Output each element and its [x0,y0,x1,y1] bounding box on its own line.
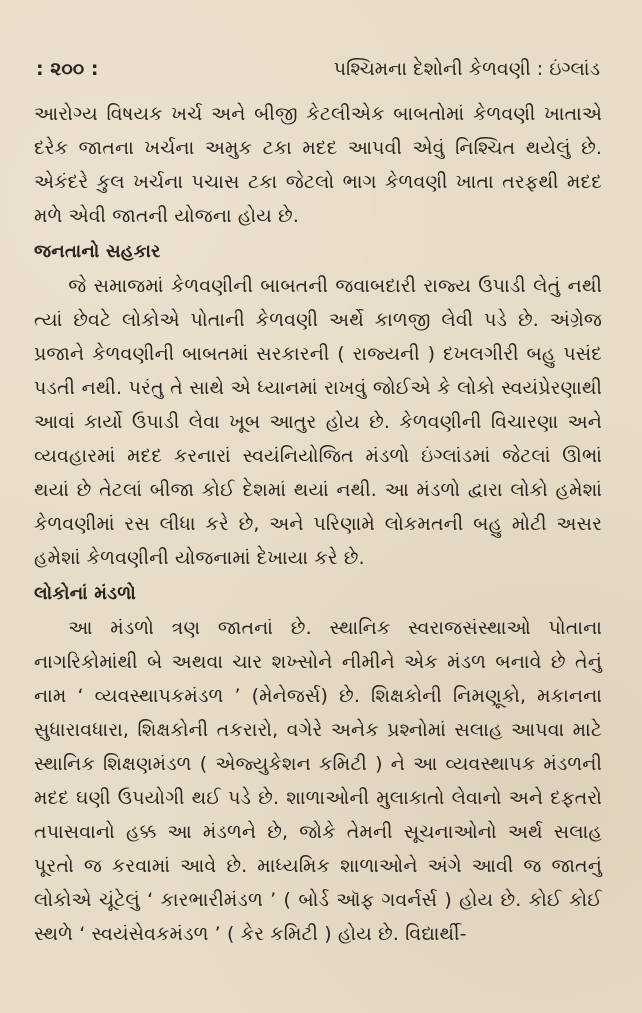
paragraph-peoples-associations: આ મંડળો ત્રણ જાતનાં છે. સ્થાનિક સ્વરાજસંસ્થાઓ પોતાના નાગરિકોમાંથી બે અથવા ચાર શખ્સોને નીમીને એક મંડળ બનાવે છે તેનું નામ ‘ વ્યવસ્થાપકમંડળ ’ (મેનેજર્સ) છે. શિક્ષકોની નિમણૂકો, મકાનના સુધારાવધારા, શિક્ષકોની તકરારો, વગેરે અનેક પ્રશ્નોમાં સલાહ આપવા માટે સ્થાનિક શિક્ષણમંડળ ( એજ્યુકેશન કમિટી ) ને આ વ્યવસ્થાપક મંડળની મદદ ઘણી ઉપયોગી થઈ પડે છે. શાળાઓની મુલાકાતો લેવાનો અને દફતરો તપાસવાનો હક્ક આ મંડળને છે, જોકે તેમની સૂચનાઓનો અર્થ સલાહ પૂરતો જ કરવામાં આવે છે. માધ્યમિક શાળાઓને અંગે આવી જ જાતનું લોકોએ ચૂંટેલું ‘ કારભારીમંડળ ’ ( બોર્ડ ઑફ ગવર્નર્સ ) હોય છે. કોઈ કોઈ સ્થળે ‘ સ્વયંસેવકમંડળ ’ ( કેર કમિટી ) હોય છે. વિદ્યાર્થી- [34,616,602,945]
running-title: પશ્ચિમના દેશોની કેળવણી : ઇંગ્લાંડ [333,58,600,80]
section-heading-peoples-associations: લોકોનાં મંડળો [34,582,136,604]
page-header [34,58,602,81]
page-number: : ૨૦૦ : [36,58,99,80]
paragraph-continuation: આરોગ્ય વિષયક ખર્ચ અને બીજી કેટલીએક બાબતોમાં કેળવણી ખાતાએ દરેક જાતના ખર્ચના અમુક ટકા મદદ આપવી એવું નિશ્ચિત થયેલું છે. એકંદરે કુલ ખર્ચના પચાસ ટકા જેટલો ભાગ કેળવણી ખાતા તરફથી મદદ મળે એવી જાતની યોજના હોય છે. [34,102,602,227]
section-heading-public-cooperation: જનતાનો સહકાર [34,240,161,262]
paragraph-public-cooperation: જે સમાજમાં કેળવણીની બાબતની જવાબદારી રાજ્ય ઉપાડી લેતું નથી ત્યાં છેવટે લોકોએ પોતાની કેળવણી અર્થે કાળજી લેવી પડે છે. અંગ્રેજ પ્રજાને કેળવણીની બાબતમાં સરકારની ( રાજ્યની ) દખલગીરી બહુ પસંદ પડતી નથી. પરંતુ તે સાથે એ ધ્યાનમાં રાખવું જોઈએ કે લોકો સ્વયંપ્રેરણાથી આવાં કાર્યો ઉપાડી લેવા ખૂબ આતુર હોય છે. કેળવણીની વિચારણા અને વ્યવહારમાં મદદ કરનારાં સ્વયંનિયોજિત મંડળો ઇંગ્લાંડમાં જેટલાં ઊભાં થયાં છે તેટલાં બીજા કોઈ દેશમાં થયાં નથી. આ મંડળો દ્વારા લોકો હમેશાં કેળવણીમાં રસ લીધા કરે છે, અને પરિણામે લોકમતની બહુ મોટી અસર હમેશાં કેળવણીની યોજનામાં દેખાયા કરે છે. [34,274,602,569]
